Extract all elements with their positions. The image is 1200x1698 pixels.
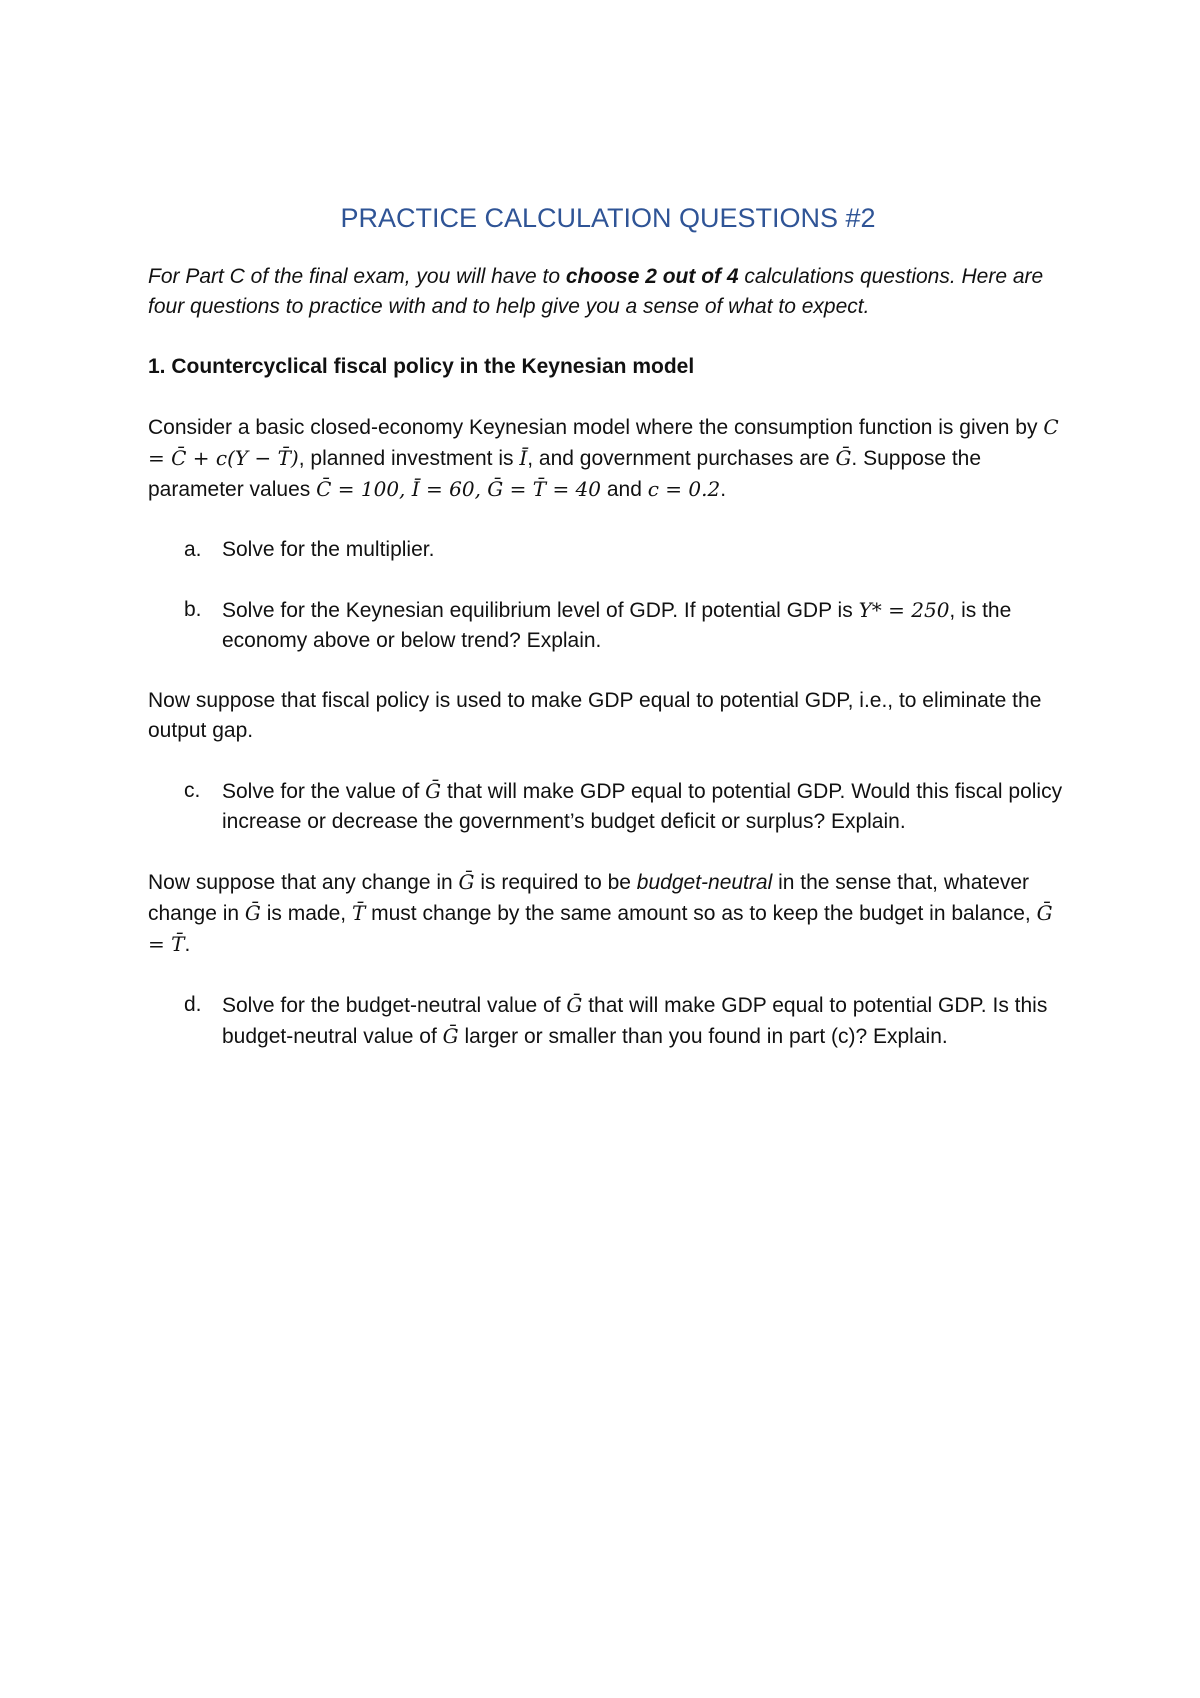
question-item-a: a. Solve for the multiplier. <box>148 535 1068 565</box>
item-label: a. <box>184 538 202 561</box>
budget-neutral-emphasis: budget-neutral <box>636 871 773 894</box>
item-label: c. <box>184 779 201 802</box>
tax-symbol: T̄ <box>351 901 366 925</box>
consumption-function-equation: C = C̄ + c(Y − T̄) <box>148 415 1059 470</box>
question-1-setup: Consider a basic closed-economy Keynesian model where the consumption function is given by C = C̄ + c(Y − T̄), planned investment is Ī, and government purchases are Ḡ. Suppose the parameter values C̄ = 100, Ī = 60, Ḡ = T̄ = 40 and c = 0.2. <box>148 415 1059 501</box>
question-item-c: c. Solve for the value of Ḡ that will make GDP equal to potential GDP. Would this fiscal policy increase or decrease the government’s budget deficit or surplus? Explain. <box>148 776 1068 837</box>
fiscal-policy-paragraph: Now suppose that fiscal policy is used to make GDP equal to potential GDP, i.e., to eliminate the output gap. <box>148 689 1042 742</box>
potential-gdp-equation: Y* = 250 <box>858 598 950 622</box>
item-label: b. <box>184 598 202 621</box>
government-symbol: Ḡ <box>442 1024 459 1048</box>
page-title: PRACTICE CALCULATION QUESTIONS #2 <box>340 203 876 233</box>
intro-paragraph: For Part C of the final exam, you will have to choose 2 out of 4 calculations questions. Here are four questions to practice with and to help give you a sense of what to expect. <box>148 265 1044 318</box>
government-symbol: Ḡ <box>835 446 852 470</box>
government-symbol: Ḡ <box>566 993 583 1017</box>
government-symbol: Ḡ <box>244 901 261 925</box>
item-label: d. <box>184 993 202 1016</box>
mpc-equation: c = 0.2 <box>647 477 721 501</box>
question-item-b: b. Solve for the Keynesian equilibrium level of GDP. If potential GDP is Y* = 250, is the economy above or below trend? Explain. <box>148 595 1068 656</box>
document-page <box>148 200 1068 1082</box>
investment-symbol: Ī <box>519 446 528 470</box>
government-symbol: Ḡ <box>425 779 442 803</box>
parameter-values-equation: C̄ = 100, Ī = 60, Ḡ = T̄ = 40 <box>316 477 602 501</box>
question-1-heading: 1. Countercyclical fiscal policy in the Keynesian model <box>148 355 695 378</box>
balanced-budget-equation: Ḡ = T̄ <box>148 901 1053 956</box>
budget-neutral-paragraph: Now suppose that any change in Ḡ is required to be budget-neutral in the sense that, whatever change in Ḡ is made, T̄ must change by the same amount so as to keep the budget in balance, Ḡ = T̄. <box>148 870 1053 956</box>
question-item-d: d. Solve for the budget-neutral value of Ḡ that will make GDP equal to potential GDP. Is this budget-neutral value of Ḡ larger or smaller than you found in part (c)? Explain. <box>148 990 1068 1052</box>
government-symbol: Ḡ <box>458 870 475 894</box>
intro-emphasis: choose 2 out of 4 <box>565 265 739 288</box>
